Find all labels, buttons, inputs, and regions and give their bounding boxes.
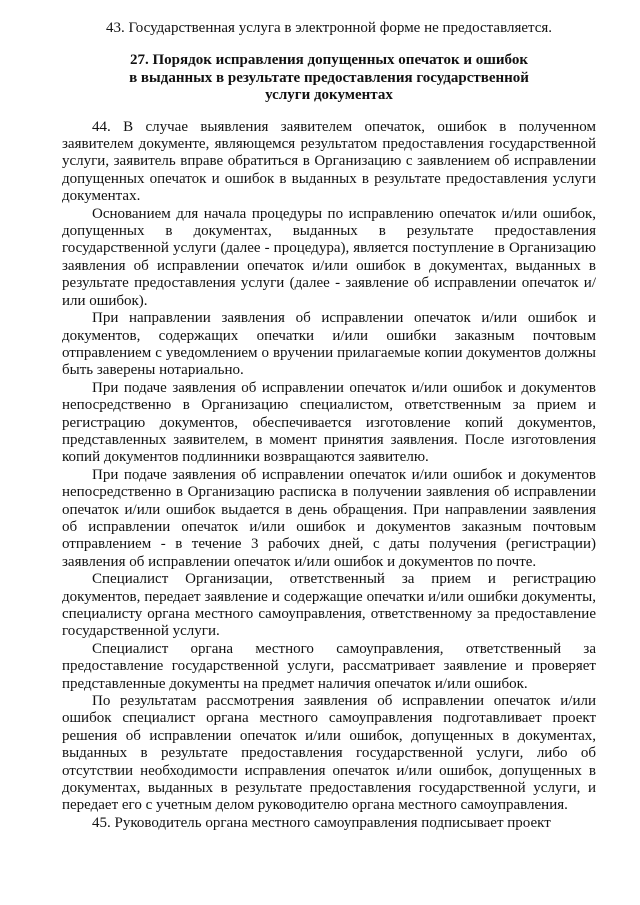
section-heading-line-2: в выданных в результате предоставления государственной — [129, 69, 529, 86]
paragraph-44: 44. В случае выявления заявителем опечаток, ошибок в полученном заявителем документе, являющемся результатом предоставления государственной услуги, заявитель вправе обратиться в Организацию с заявлением об исправлении допущенных опечаток и ошибок в выданных в результате предоставления услуги документах. — [62, 118, 596, 205]
item-43-text: 43. Государственная услуга в электронной форме не предоставляется. — [105, 20, 553, 36]
section-heading — [62, 52, 596, 104]
paragraph-procedure-basis: Основанием для начала процедуры по исправлению опечаток и/или ошибок, допущенных в документах, выданных в результате предоставления государственной услуги (далее - процедура), является поступление в Организацию заявления об исправлении опечаток и/или ошибок в документах, выданных в результате предоставления услуги (далее - заявление об исправлении опечаток и/или ошибок). — [62, 205, 596, 309]
paragraph-review: Специалист органа местного самоуправления, ответственный за предоставление государственной услуги, рассматривает заявление и проверяет представленные документы на предмет наличия опечаток и/или ошибок. — [62, 640, 596, 692]
paragraph-results: По результатам рассмотрения заявления об исправлении опечаток и/или ошибок специалист органа местного самоуправления подготавливает проект решения об исправлении опечаток и/или ошибок, допущенных в документах, выданных в результате предоставления государственной услуги, либо об отсутствии необходимости исправления опечаток и/или ошибок, допущенных в документах, выданных в результате предоставления государственной услуги, и передает его с учетным делом руководителю органа местного самоуправления. — [62, 693, 596, 814]
paragraph-transfer: Специалист Организации, ответственный за прием и регистрацию документов, передает заявление и содержащие опечатки и/или ошибки документы, специалисту органа местного самоуправления, ответственному за предоставление государственной услуги. — [62, 571, 596, 640]
document-page — [62, 20, 596, 832]
section-heading-line-1: 27. Порядок исправления допущенных опечаток и ошибок — [129, 52, 529, 69]
paragraph-postal-submission: При направлении заявления об исправлении опечаток и/или ошибок и документов, содержащих опечатки и/или ошибки заказным почтовым отправлением с уведомлением о вручении прилагаемые копии документов должны быть заверены нотариально. — [62, 310, 596, 379]
paragraph-direct-submission-copies: При подаче заявления об исправлении опечаток и/или ошибок и документов непосредственно в Организацию специалистом, ответственным за прием и регистрацию документов, обеспечивается изготовление копий документов, представленных заявителем, в момент принятия заявления. После изготовления копий документов подлинники возвращаются заявителю. — [62, 379, 596, 466]
section-heading-line-3: услуги документах — [265, 87, 393, 104]
paragraph-receipt: При подаче заявления об исправлении опечаток и/или ошибок и документов непосредственно в Организацию расписка в получении заявления об исправлении опечаток и/или ошибок выдается в день обращения. При направлении заявления об исправлении опечаток и/или ошибок и документов заказным почтовым отправлением - в течение 3 рабочих дней, с даты получения (регистрации) заявления об исправлении опечаток и/или ошибок и документов по почте. — [62, 466, 596, 570]
paragraph-45: 45. Руководитель органа местного самоуправления подписывает проект — [92, 814, 551, 831]
